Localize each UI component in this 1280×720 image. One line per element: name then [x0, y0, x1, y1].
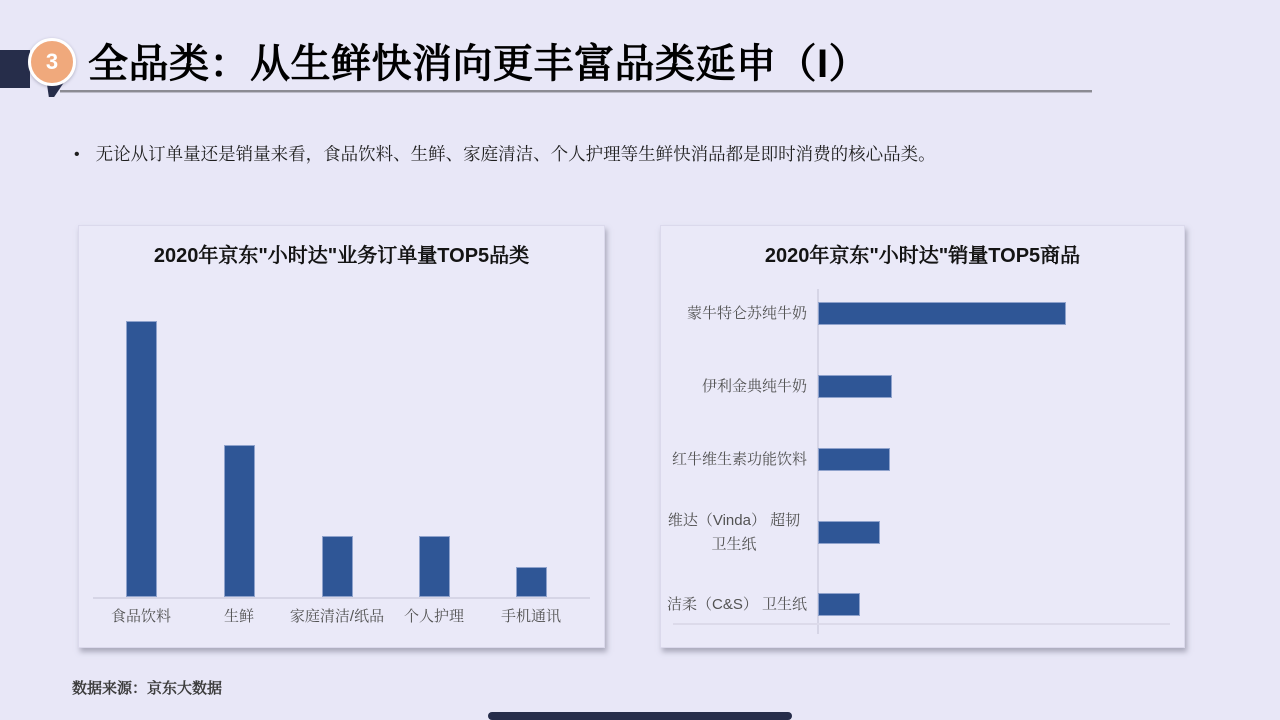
slide-number-badge	[28, 38, 76, 86]
sales-category-label	[661, 291, 807, 337]
sales-category-label-text: 蒙牛特仑苏纯牛奶	[686, 304, 807, 322]
bullet-point	[74, 142, 1214, 167]
orders-category-label: 生鲜	[223, 608, 254, 625]
orders-category-label: 家庭清洁/纸品	[289, 608, 385, 625]
orders-chart-panel	[78, 225, 605, 648]
orders-chart-title: 2020年京东"小时达"业务订单量TOP5品类	[153, 245, 530, 267]
sales-chart-plot	[661, 226, 1184, 647]
orders-category-label: 手机通讯	[500, 608, 561, 625]
orders-bar	[126, 321, 157, 597]
slide-title: 全品类：从生鲜快消向更丰富品类延申（I）	[88, 42, 870, 86]
sales-category-label	[661, 437, 807, 483]
title-underline	[60, 90, 1092, 92]
sales-category-label	[661, 364, 807, 410]
sales-category-label-text: 红牛维生素功能饮料	[671, 450, 807, 468]
sales-category-label-text: 伊利金典纯牛奶	[701, 377, 807, 395]
bullet-text: 无论从订单量还是销量来看，食品饮料、生鲜、家庭清洁、个人护理等生鲜快消品都是即时消费的核心品类。	[95, 144, 936, 164]
orders-x-axis-line	[93, 597, 590, 599]
slide-number: 3	[45, 49, 59, 74]
data-source: 数据来源：京东大数据	[72, 680, 223, 697]
sales-category-label-text: 维达（Vinda） 超韧卫生纸	[667, 512, 801, 553]
sales-bar	[818, 302, 1066, 325]
header-accent-block	[0, 50, 30, 88]
orders-bar	[419, 536, 450, 597]
orders-category-label: 个人护理	[403, 608, 464, 625]
sales-category-label	[661, 582, 807, 628]
sales-category-label	[661, 510, 807, 556]
orders-bar	[224, 445, 255, 597]
sales-category-label-text: 洁柔（C&S） 卫生纸	[666, 595, 807, 613]
orders-bar	[322, 536, 353, 597]
bullet-marker: •	[74, 146, 80, 163]
orders-chart-plot	[79, 226, 604, 647]
sales-bar	[818, 375, 892, 398]
sales-bar	[818, 521, 880, 544]
orders-category-label: 食品饮料	[110, 608, 171, 625]
sales-bar	[818, 448, 890, 471]
bottom-indicator-bar	[488, 712, 792, 720]
sales-chart-panel	[660, 225, 1185, 648]
sales-bar	[818, 593, 860, 616]
sales-chart-title: 2020年京东"小时达"销量TOP5商品	[764, 245, 1081, 267]
orders-bar	[516, 567, 547, 597]
